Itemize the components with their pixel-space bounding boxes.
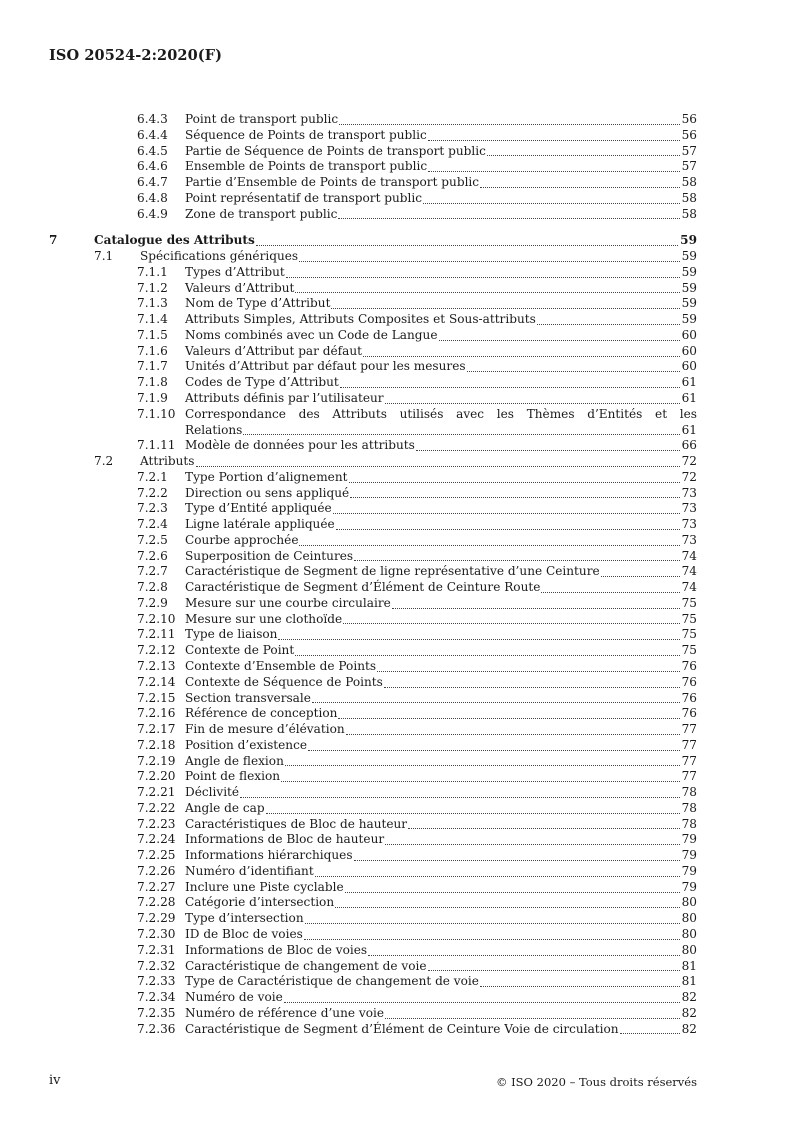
toc-entry[interactable]: [0, 706, 793, 722]
toc-entry[interactable]: [0, 207, 793, 223]
dot-leader: [278, 639, 679, 640]
toc-entry-title: Type d’Entité appliquée: [185, 501, 332, 516]
toc-entry-7-1-11[interactable]: [0, 438, 793, 454]
toc-entry-title: Angle de flexion: [185, 753, 284, 768]
dot-leader: [487, 155, 680, 156]
toc-entry-number: 7.2.18: [137, 737, 176, 752]
toc-entry-title: Inclure une Piste cyclable: [185, 879, 344, 894]
toc-entry[interactable]: [0, 580, 793, 596]
toc-entry-title: Caractéristique de changement de voie: [185, 958, 427, 973]
toc-entry-title: Séquence de Points de transport public: [185, 127, 427, 142]
toc-entry-number: 6.4.7: [137, 175, 168, 190]
toc-entry-number: 7.2.24: [137, 832, 176, 847]
toc-entry-number: 7.2.34: [137, 990, 176, 1005]
toc-entry-page: 74: [681, 564, 697, 579]
toc-entry-page: 76: [681, 659, 697, 673]
dot-leader: [331, 308, 679, 309]
dot-leader: [285, 765, 680, 766]
toc-entry-page: 58: [681, 206, 697, 221]
toc-entry[interactable]: [0, 612, 793, 628]
dot-leader: [620, 1033, 680, 1034]
toc-entry-title: Catégorie d’intersection: [185, 895, 335, 910]
toc-entry-title: Types d’Attribut: [185, 264, 285, 279]
toc-group-6-4: [0, 112, 793, 222]
toc-entry-number: 7.2.35: [137, 1005, 176, 1020]
toc-entry-page: 61: [681, 375, 697, 390]
dot-leader: [601, 576, 680, 577]
toc-entry[interactable]: [0, 785, 793, 801]
toc-entry-title: Courbe approchée: [185, 532, 299, 547]
toc-entry-title: Unités d’Attribut par défaut pour les mesures: [185, 359, 466, 374]
dot-leader: [336, 529, 680, 530]
toc-entry-number: 7.2.5: [137, 532, 168, 547]
toc-entry-page: 58: [681, 175, 697, 190]
dot-leader: [340, 387, 680, 388]
toc-entry-number: 7.2.1: [137, 469, 168, 484]
toc-entry-number: 6.4.5: [137, 143, 168, 158]
toc-entry-page: 75: [681, 611, 697, 626]
toc-entry[interactable]: [0, 391, 793, 407]
toc-entry-number: 7.2.32: [137, 958, 176, 973]
toc-entry-title: Valeurs d’Attribut par défaut: [185, 343, 363, 358]
toc-entry[interactable]: [0, 501, 793, 517]
toc-entry[interactable]: [0, 754, 793, 770]
toc-entry-title: Ligne latérale appliquée: [185, 517, 335, 532]
toc-entry-page: 80: [681, 942, 697, 957]
dot-leader: [467, 371, 680, 372]
toc-entry-title: Mesure sur une courbe circulaire: [185, 595, 391, 610]
toc-entry-title: Informations de Bloc de hauteur: [185, 832, 385, 847]
toc-entry[interactable]: [0, 128, 793, 144]
toc-entry-number: 7.2.19: [137, 753, 176, 768]
dot-leader: [439, 340, 680, 341]
toc-entry[interactable]: [0, 191, 793, 207]
dot-leader: [408, 828, 680, 829]
toc-entry-title: Valeurs d’Attribut: [185, 280, 295, 295]
toc-entry-page: 59: [681, 312, 697, 327]
toc-entry-number: 7.1: [94, 249, 114, 264]
toc-entry[interactable]: [0, 832, 793, 848]
toc-entry[interactable]: [0, 159, 793, 175]
toc-entry-number: 7.1.9: [137, 391, 168, 406]
dot-leader: [537, 324, 680, 325]
toc-entry-page: 76: [681, 706, 697, 721]
toc-entry-number: 7.2.9: [137, 595, 168, 610]
dot-leader: [385, 1018, 680, 1019]
toc-entry[interactable]: [0, 738, 793, 754]
toc-entry-title: Catalogue des Attributs: [94, 233, 255, 248]
toc-entry-page: 79: [681, 879, 697, 894]
dot-leader: [377, 671, 680, 672]
toc-entry-number: 7.2.25: [137, 848, 176, 863]
dot-leader: [284, 1002, 680, 1003]
toc-entry-number: 6.4.6: [137, 159, 168, 174]
toc-entry-number: 7.2.17: [137, 722, 176, 737]
toc-entry-title: Correspondance des Attributs utilisés avec les Thèmes d’Entités et les: [185, 406, 697, 421]
dot-leader: [368, 955, 679, 956]
dot-leader: [338, 718, 679, 719]
toc-entry[interactable]: [0, 864, 793, 880]
dot-leader: [305, 923, 680, 924]
page-number: iv: [49, 1073, 61, 1088]
toc-entry[interactable]: [0, 895, 793, 911]
toc-entry-page: 73: [681, 485, 697, 500]
toc-entry-title: Caractéristique de Segment de ligne représentative d’une Ceinture: [185, 564, 600, 579]
toc-entry[interactable]: [0, 486, 793, 502]
toc-entry-title: Partie d’Ensemble de Points de transport public: [185, 175, 480, 190]
dot-leader: [312, 702, 680, 703]
dot-leader: [335, 907, 679, 908]
toc-entry-title: Spécifications génériques: [140, 249, 299, 264]
toc-entry-page: 60: [681, 343, 697, 358]
dot-leader: [345, 892, 680, 893]
toc-entry-number: 7.2.33: [137, 974, 176, 989]
toc-entry-page: 75: [681, 643, 697, 658]
toc-entry-page: 66: [681, 438, 697, 453]
toc-entry-number: 7.2.11: [137, 627, 176, 642]
toc-entry-number: 7.2.10: [137, 611, 176, 626]
toc-entry[interactable]: [0, 659, 793, 675]
toc-entry-title: Codes de Type d’Attribut: [185, 375, 339, 390]
toc-entry-title: Modèle de données pour les attributs: [185, 438, 415, 453]
toc-entry-number: 6.4.3: [137, 112, 168, 126]
toc-entry-page: 57: [681, 159, 697, 174]
toc-entry[interactable]: [0, 974, 793, 990]
toc-entry-number: 7.2.23: [137, 816, 176, 831]
dot-leader: [286, 277, 680, 278]
dot-leader: [240, 797, 680, 798]
toc-entry[interactable]: [0, 848, 793, 864]
toc-entry-title: Angle de cap: [185, 800, 265, 815]
toc-entry-page: 73: [681, 501, 697, 516]
toc-entry-title: Nom de Type d’Attribut: [185, 296, 331, 311]
toc-entry[interactable]: [0, 328, 793, 344]
dot-leader: [338, 218, 679, 219]
toc-entry-number: 7.1.6: [137, 343, 168, 358]
toc-entry-number: 7.2.29: [137, 911, 176, 926]
toc-entry-number: 7.2.3: [137, 501, 168, 516]
toc-entry[interactable]: [0, 175, 793, 191]
toc-entry-number: 7.2.36: [137, 1021, 176, 1036]
toc-entry-number: 7.1.11: [137, 438, 176, 453]
dot-leader: [480, 187, 680, 188]
toc-entry-page: 58: [681, 190, 697, 205]
toc-entry-number: 6.4.4: [137, 127, 168, 142]
toc-entry-page: 73: [681, 517, 697, 532]
toc-entry[interactable]: [0, 769, 793, 785]
toc-entry-title: Point de transport public: [185, 112, 339, 126]
toc-entry-page: 77: [681, 769, 697, 784]
toc-entry[interactable]: [0, 817, 793, 833]
toc-entry-page: 74: [681, 548, 697, 563]
toc-entry-number: 7.1.8: [137, 375, 168, 390]
toc-entry-page: 78: [681, 785, 697, 800]
toc-entry-number: 7.2.27: [137, 879, 176, 894]
toc-entry-page: 80: [681, 927, 697, 942]
toc-entry[interactable]: [0, 517, 793, 533]
dot-leader: [385, 403, 680, 404]
toc-entry-title: Point de flexion: [185, 769, 281, 784]
dot-leader: [295, 292, 679, 293]
toc-entry-page: 78: [681, 800, 697, 815]
dot-leader: [385, 844, 679, 845]
toc-entry[interactable]: [0, 911, 793, 927]
dot-leader: [266, 813, 680, 814]
toc-entry-number: 7.1.5: [137, 327, 168, 342]
toc-entry-title: Déclivité: [185, 785, 240, 800]
toc-entry-page: 72: [681, 454, 697, 469]
toc-group-7-2: [0, 470, 793, 1038]
toc-entry[interactable]: [0, 564, 793, 580]
dot-leader: [281, 781, 680, 782]
dot-leader: [416, 450, 680, 451]
dot-leader: [295, 655, 679, 656]
toc-entry-title: Attributs définis par l’utilisateur: [185, 391, 384, 406]
toc-entry-title: Contexte d’Ensemble de Points: [185, 659, 377, 673]
toc-entry-page: 61: [681, 422, 697, 437]
toc-entry-title: Partie de Séquence de Points de transport public: [185, 143, 486, 158]
toc-entry-page: 59: [680, 233, 697, 248]
toc-entry-number: 7.2.2: [137, 485, 168, 500]
toc-entry-page: 79: [681, 863, 697, 878]
toc-entry-page: 82: [681, 1005, 697, 1020]
dot-leader: [308, 750, 680, 751]
toc-entry-number: 7.1.3: [137, 296, 168, 311]
toc-entry-page: 77: [681, 737, 697, 752]
dot-leader: [354, 860, 680, 861]
toc-entry-7-1-10[interactable]: [0, 407, 793, 439]
toc-group-7-1: [0, 265, 793, 407]
toc-entry-page: 72: [681, 469, 697, 484]
toc-entry[interactable]: [0, 990, 793, 1006]
toc-entry[interactable]: [0, 144, 793, 160]
toc-entry-title: Caractéristique de Segment d’Élément de Ceinture Voie de circulation: [185, 1021, 619, 1036]
toc-entry-title: Superposition de Ceintures: [185, 548, 354, 563]
toc-entry-page: 80: [681, 895, 697, 910]
toc-entry-number: 7.2.6: [137, 548, 168, 563]
toc-entry-title: Point représentatif de transport public: [185, 190, 423, 205]
toc-entry[interactable]: [0, 959, 793, 975]
toc-entry-number: 7.2.26: [137, 863, 176, 878]
toc-entry-title: Numéro de référence d’une voie: [185, 1005, 385, 1020]
toc-entry-title: Type de liaison: [185, 627, 278, 642]
dot-leader: [196, 466, 680, 467]
toc-entry-page: 79: [681, 832, 697, 847]
dot-leader: [346, 734, 680, 735]
toc-entry-number: 7.2: [94, 454, 114, 469]
toc-entry-number: 7.2.8: [137, 580, 168, 595]
toc-entry-number: 7.1.7: [137, 359, 168, 374]
dot-leader: [354, 560, 680, 561]
toc-entry[interactable]: [0, 880, 793, 896]
toc-entry[interactable]: [0, 675, 793, 691]
toc-entry-title: Contexte de Séquence de Points: [185, 674, 383, 689]
toc-entry-title: Contexte de Point: [185, 643, 295, 658]
toc-entry[interactable]: [0, 375, 793, 391]
toc-entry-number: 7.2.20: [137, 769, 176, 784]
dot-leader: [349, 482, 680, 483]
toc-entry-title: Noms combinés avec un Code de Langue: [185, 327, 438, 342]
toc-entry-number: 6.4.9: [137, 206, 168, 221]
toc-entry-page: 79: [681, 848, 697, 863]
toc-entry-title: Type Portion d’alignement: [185, 469, 348, 484]
toc-entry-7[interactable]: [0, 233, 793, 249]
toc-entry[interactable]: [0, 549, 793, 565]
toc-entry-title: ID de Bloc de voies: [185, 927, 303, 942]
toc-entry-page: 60: [681, 359, 697, 374]
toc-entry-page: 82: [681, 1021, 697, 1036]
dot-leader: [541, 592, 679, 593]
toc-entry-page: 73: [681, 532, 697, 547]
toc-entry-page: 61: [681, 391, 697, 406]
toc-entry[interactable]: [0, 265, 793, 281]
toc-entry-page: 80: [681, 911, 697, 926]
toc-entry-title: Type de Caractéristique de changement de voie: [185, 974, 479, 989]
dot-leader: [243, 434, 679, 435]
toc-entry-title: Mesure sur une clothoïde: [185, 611, 343, 626]
toc-entry[interactable]: [0, 533, 793, 549]
toc-entry[interactable]: [0, 296, 793, 312]
toc-entry[interactable]: [0, 470, 793, 486]
toc-entry-number: 7.2.4: [137, 517, 168, 532]
toc-entry-number: 7.2.22: [137, 800, 176, 815]
toc-entry-title: Type d’intersection: [185, 911, 304, 926]
toc-entry-title: Caractéristiques de Bloc de hauteur: [185, 816, 408, 831]
dot-leader: [428, 171, 679, 172]
toc-entry-page: 75: [681, 595, 697, 610]
toc-entry-page: 60: [681, 327, 697, 342]
toc-entry-number: 7.2.30: [137, 927, 176, 942]
toc-entry[interactable]: [0, 596, 793, 612]
dot-leader: [363, 356, 680, 357]
toc-entry-title: Informations de Bloc de voies: [185, 942, 368, 957]
toc-entry[interactable]: [0, 1006, 793, 1022]
dot-leader: [315, 876, 680, 877]
toc-entry-number: 7.2.15: [137, 690, 176, 705]
dot-leader: [299, 261, 679, 262]
toc-entry[interactable]: [0, 801, 793, 817]
toc-entry-number: 7: [49, 233, 58, 248]
toc-entry[interactable]: [0, 1022, 793, 1038]
dot-leader: [392, 608, 680, 609]
toc-entry-number: 7.2.16: [137, 706, 176, 721]
toc-entry-number: 7.1.4: [137, 312, 168, 327]
toc-entry[interactable]: [0, 691, 793, 707]
toc-entry-title: Numéro de voie: [185, 990, 283, 1005]
toc-entry[interactable]: [0, 722, 793, 738]
toc-entry-7-1[interactable]: [0, 249, 793, 265]
toc-entry-page: 76: [681, 674, 697, 689]
toc-entry-number: 7.2.14: [137, 674, 176, 689]
dot-leader: [384, 687, 680, 688]
toc-entry-number: 7.2.7: [137, 564, 168, 579]
toc-entry[interactable]: [0, 943, 793, 959]
toc-entry-page: 59: [681, 296, 697, 311]
dot-leader: [428, 140, 680, 141]
toc-entry-page: 59: [681, 249, 697, 264]
toc-entry-number: 7.1.1: [137, 264, 168, 279]
toc-entry-page: 82: [681, 990, 697, 1005]
toc-entry-title-continued: Relations: [185, 422, 243, 437]
toc-entry-title: Informations hiérarchiques: [185, 848, 353, 863]
toc-entry-page: 59: [681, 280, 697, 295]
toc-entry-title: Attributs: [140, 454, 195, 469]
toc-entry-number: 6.4.8: [137, 190, 168, 205]
toc-entry-page: 77: [681, 722, 697, 737]
toc-entry-page: 76: [681, 690, 697, 705]
table-of-contents: [0, 112, 793, 1037]
toc-entry[interactable]: [0, 312, 793, 328]
dot-leader: [343, 623, 679, 624]
toc-entry-title: Numéro d’identifiant: [185, 863, 314, 878]
toc-entry-number: 7.2.13: [137, 659, 176, 673]
copyright-notice: © ISO 2020 – Tous droits réservés: [495, 1075, 697, 1089]
toc-entry[interactable]: [0, 359, 793, 375]
dot-leader: [304, 939, 680, 940]
toc-entry-title: Zone de transport public: [185, 206, 338, 221]
toc-entry-number: 7.2.31: [137, 942, 176, 957]
toc-entry-title: Ensemble de Points de transport public: [185, 159, 428, 174]
toc-entry-number: 7.2.12: [137, 643, 176, 658]
toc-entry-page: 75: [681, 627, 697, 642]
document-id: ISO 20524-2:2020(F): [49, 47, 223, 64]
toc-entry-number: 7.1.2: [137, 280, 168, 295]
toc-entry-number: 7.2.21: [137, 785, 176, 800]
dot-leader: [428, 970, 680, 971]
toc-entry-page: 74: [681, 580, 697, 595]
toc-entry-number: 7.1.10: [137, 406, 176, 421]
toc-entry-title: Direction ou sens appliqué: [185, 485, 350, 500]
toc-entry-title: Section transversale: [185, 690, 311, 705]
toc-entry[interactable]: [0, 643, 793, 659]
toc-entry-page: 81: [681, 974, 697, 989]
toc-entry-page: 59: [681, 264, 697, 279]
toc-entry[interactable]: [0, 927, 793, 943]
toc-entry-page: 56: [681, 112, 697, 126]
toc-entry-7-2[interactable]: [0, 454, 793, 470]
toc-entry[interactable]: [0, 627, 793, 643]
toc-entry-number: 7.2.28: [137, 895, 176, 910]
dot-leader: [480, 986, 680, 987]
toc-entry-page: 81: [681, 958, 697, 973]
dot-leader: [339, 124, 679, 125]
toc-entry-page: 78: [681, 816, 697, 831]
toc-entry-title: Référence de conception: [185, 706, 338, 721]
dot-leader: [350, 497, 679, 498]
toc-entry-title: Attributs Simples, Attributs Composites et Sous-attributs: [185, 312, 536, 327]
dot-leader: [423, 203, 680, 204]
toc-entry[interactable]: [0, 112, 793, 128]
dot-leader: [256, 245, 678, 246]
toc-entry-title: Position d’existence: [185, 737, 308, 752]
toc-entry[interactable]: [0, 281, 793, 297]
dot-leader: [333, 513, 680, 514]
toc-entry-page: 57: [681, 143, 697, 158]
toc-entry-page: 56: [681, 127, 697, 142]
toc-entry[interactable]: [0, 344, 793, 360]
dot-leader: [299, 545, 679, 546]
toc-entry-page: 77: [681, 753, 697, 768]
toc-entry-title: Caractéristique de Segment d’Élément de Ceinture Route: [185, 580, 541, 595]
toc-entry-title: Fin de mesure d’élévation: [185, 722, 345, 737]
